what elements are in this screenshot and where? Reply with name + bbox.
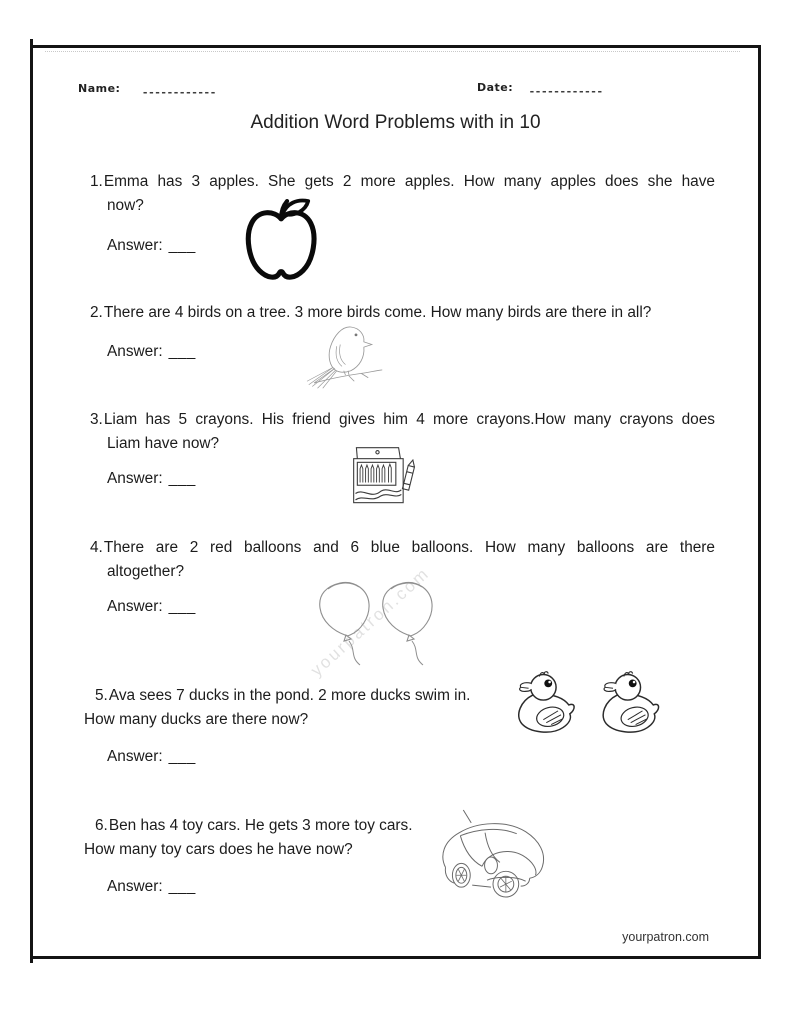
problem-2-text: There are 4 birds on a tree. 3 more birds come. How many birds are there in all? [103,304,652,321]
problem-3-text: Liam has 5 crayons. His friend gives him 4 more crayons.How many crayons does [103,411,715,428]
answer-line-1 [107,237,196,255]
answer-blank: ___ [168,878,196,895]
problem-3-number: 3. [90,411,103,428]
date-blank: ------------ [529,85,604,98]
problem-4 [90,536,715,584]
date-label: Date: [477,81,514,94]
answer-blank: ___ [168,237,196,254]
problem-6-text: Ben has 4 toy cars. He gets 3 more toy cars. [108,817,413,834]
balloons-illustration [310,578,450,666]
answer-blank: ___ [168,748,196,765]
answer-label: Answer: [107,598,163,615]
problem-1 [90,170,715,218]
problem-6-line-2: How many toy cars does he have now? [84,841,353,858]
problem-3-line-2: Liam have now? [107,435,220,452]
name-label: Name: [78,82,121,95]
problem-4-number: 4. [90,539,103,556]
answer-blank: ___ [168,470,196,487]
answer-line-5 [107,748,196,766]
name-field [78,79,217,97]
problem-5 [84,684,544,732]
problem-6-number: 6. [95,817,108,834]
problem-5-line-1 [84,684,544,708]
diagonal-watermark: yourpatron.com [306,563,434,680]
crayon-box-illustration [344,444,422,510]
problem-3-line-1 [90,408,715,432]
answer-line-6 [107,878,196,896]
answer-label: Answer: [107,343,163,360]
answer-label: Answer: [107,470,163,487]
problem-4-line-1 [90,536,715,560]
answer-line-3 [107,470,196,488]
problem-6-line-1 [84,814,484,838]
problem-2-number: 2. [90,304,103,321]
answer-line-2 [107,343,196,361]
answer-line-4 [107,598,196,616]
bird-illustration [297,320,387,390]
problem-4-line-2: altogether? [107,563,185,580]
answer-label: Answer: [107,878,163,895]
date-field [477,78,604,96]
problem-6 [84,814,484,862]
problem-5-text: Ava sees 7 ducks in the pond. 2 more ducks swim in. [108,687,471,704]
problem-2-line-1 [90,301,730,325]
name-blank: ------------ [142,86,217,99]
problem-2 [90,301,730,325]
answer-label: Answer: [107,237,163,254]
answer-label: Answer: [107,748,163,765]
page-title: Addition Word Problems with in 10 [250,112,541,133]
problem-5-number: 5. [95,687,108,704]
problem-4-text: There are 2 red balloons and 6 blue balloons. How many balloons are there [103,539,715,556]
toy-car-illustration [431,806,553,901]
problem-1-line-1 [90,170,715,194]
footer-website: yourpatron.com [622,930,709,944]
problem-1-text: Emma has 3 apples. She gets 2 more apples. How many apples does she have [103,173,715,190]
apple-illustration [244,196,320,284]
answer-blank: ___ [168,598,196,615]
frame-inner-line [45,51,740,52]
ducks-illustration [507,670,669,738]
problem-1-line-2: now? [107,197,144,214]
problem-1-number: 1. [90,173,103,190]
problem-5-line-2: How many ducks are there now? [84,711,309,728]
answer-blank: ___ [168,343,196,360]
